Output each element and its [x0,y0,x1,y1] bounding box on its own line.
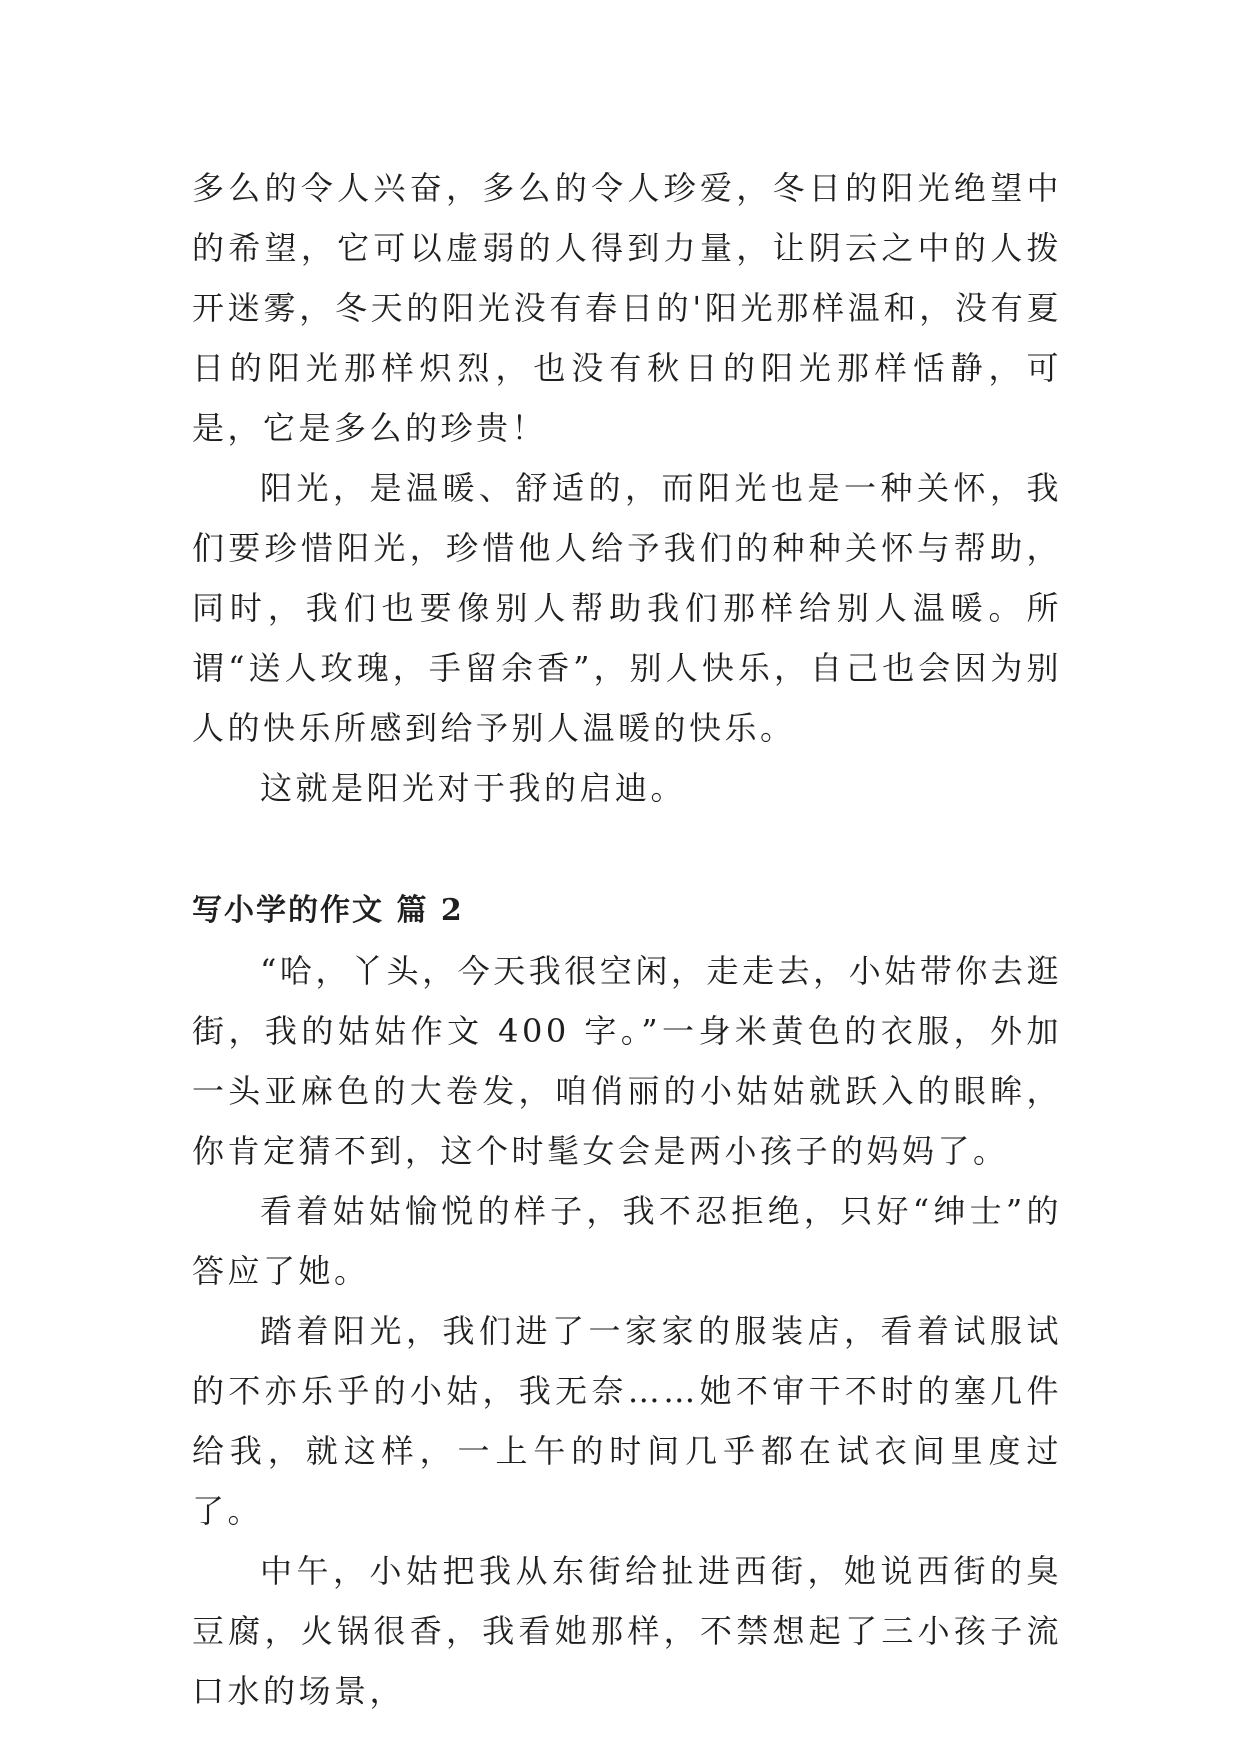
paragraph-west-street: 中午，小姑把我从东街给扯进西街，她说西街的臭豆腐，火锅很香，我看她那样，不禁想起了三小孩子流口水的场景， [192,1552,1062,1710]
paragraph-winter-sunshine: 多么的令人兴奋，多么的令人珍爱，冬日的阳光绝望中的希望，它可以虚弱的人得到力量，让阴云之中的人拨开迷雾，冬天的阳光没有春日的'阳光那样温和，没有夏日的阳光那样炽烈，也没有秋日的阳光那样恬静，可是，它是多么的珍贵！ [192,169,1062,447]
paragraph-aunt-invitation: “哈，丫头，今天我很空闲，走走去，小姑带你去逛街，我的姑姑作文 400 字。”一身米黄色的衣服，外加一头亚麻色的大卷发，咱俏丽的小姑姑就跃入的眼眸，你肯定猜不到，这个时髦女会是两小孩子的妈妈了。 [192,952,1062,1170]
paragraph-sunshine-care: 阳光，是温暖、舒适的，而阳光也是一种关怀，我们要珍惜阳光，珍惜他人给予我们的种种关怀与帮助，同时，我们也要像别人帮助我们那样给别人温暖。所谓“送人玫瑰，手留余香”，别人快乐，自己也会因为别人的快乐所感到给予别人温暖的快乐。 [192,469,1062,747]
document-body [192,158,1062,1721]
section-heading: 写小学的作文 篇 2 [192,893,464,928]
paragraph-clothing-stores: 踏着阳光，我们进了一家家的服装店，看着试服试的不亦乐乎的小姑，我无奈……她不审干不时的塞几件给我，就这样，一上午的时间几乎都在试衣间里度过了。 [192,1312,1062,1530]
paragraph-sunshine-conclusion: 这就是阳光对于我的启迪。 [260,769,687,807]
paragraph-agreed: 看着姑姑愉悦的样子，我不忍拒绝，只好“绅士”的答应了她。 [192,1192,1062,1290]
